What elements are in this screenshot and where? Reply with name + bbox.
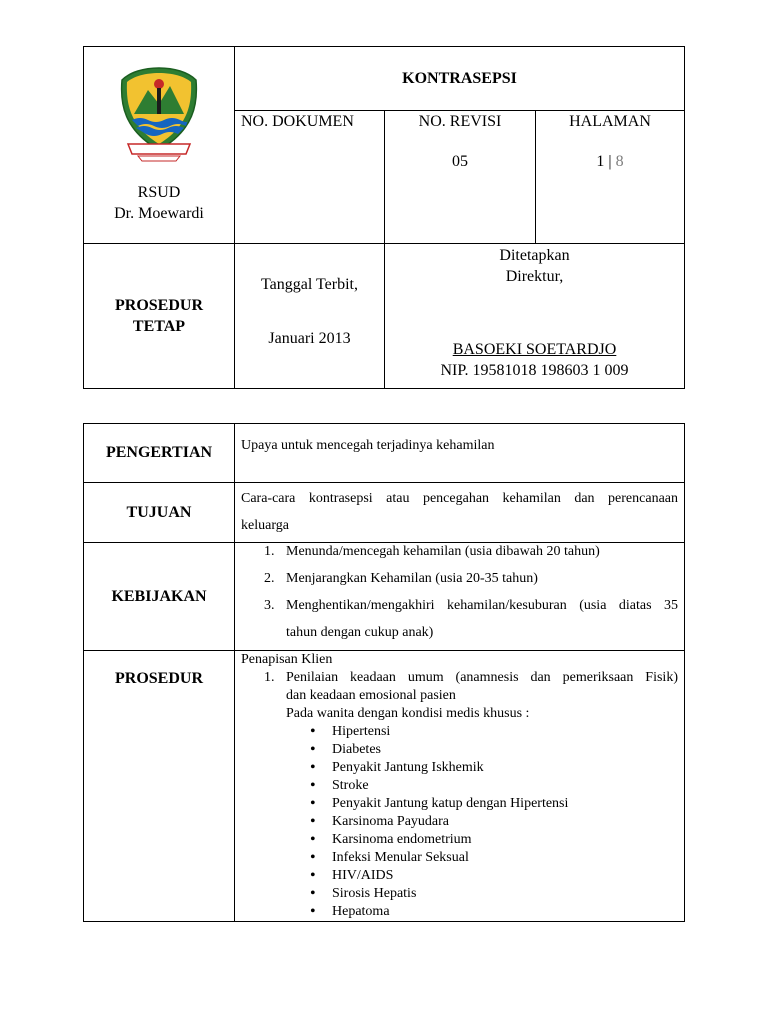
page-indicator xyxy=(536,152,684,172)
condition-item: • HIV/AIDS xyxy=(286,867,678,885)
prosedur-tetap-line2: TETAP xyxy=(132,318,186,335)
tanggal-terbit-label: Tanggal Terbit, xyxy=(261,276,358,293)
tujuan-label-cell xyxy=(84,483,235,543)
prosedur-intro: Penapisan Klien xyxy=(241,652,333,667)
halaman-label: HALAMAN xyxy=(569,113,651,130)
kebijakan-item-text: Menghentikan/mengakhiri kehamilan/kesuburan (usia diatas 35 xyxy=(286,598,678,613)
condition-item: • Stroke xyxy=(286,777,678,795)
condition-item: • Karsinoma Payudara xyxy=(286,813,678,831)
kebijakan-list-cell xyxy=(235,543,685,651)
tanggal-terbit-cell xyxy=(235,244,385,389)
kebijakan-item: 3. Menghentikan/mengakhiri kehamilan/kesuburan (usia diatas 35 xyxy=(264,598,678,613)
condition-item: • Sirosis Hepatis xyxy=(286,885,678,903)
regional-emblem-logo xyxy=(118,64,200,162)
no-revisi-cell xyxy=(385,111,536,244)
prosedur-step-line2: dan keadaan emosional pasien xyxy=(286,688,456,703)
tujuan-label: TUJUAN xyxy=(126,503,192,521)
document-title: KONTRASEPSI xyxy=(402,69,517,87)
pengertian-text: Upaya untuk mencegah terjadinya kehamilan xyxy=(241,438,495,453)
tujuan-text-line1: Cara-cara kontrasepsi atau pencegahan kehamilan dan perencanaan xyxy=(241,491,678,506)
document-header-table xyxy=(83,46,685,389)
procedure-body-table xyxy=(83,423,685,922)
institution-cell xyxy=(84,47,235,244)
pengertian-label-cell xyxy=(84,424,235,483)
no-revisi-label: NO. REVISI xyxy=(418,113,502,130)
page-current: 1 xyxy=(596,153,605,170)
kebijakan-item-text: Menunda/mencegah kehamilan (usia dibawah 20 tahun) xyxy=(286,544,600,559)
direktur-label: Direktur, xyxy=(505,268,564,285)
prosedur-step-line1: Penilaian keadaan umum (anamnesis dan pemeriksaan Fisik) xyxy=(286,670,678,685)
director-nip: NIP. 19581018 198603 1 009 xyxy=(440,362,629,379)
ditetapkan-label: Ditetapkan xyxy=(499,247,570,264)
kebijakan-item-text: Menjarangkan Kehamilan (usia 20-35 tahun) xyxy=(286,571,538,586)
tujuan-text-line2: keluarga xyxy=(241,518,289,533)
ditetapkan-cell xyxy=(385,244,685,389)
director-name: BASOEKI SOETARDJO xyxy=(452,341,617,358)
no-dokumen-cell xyxy=(235,111,385,244)
halaman-cell xyxy=(536,111,685,244)
institution-name-line2: Dr. Moewardi xyxy=(114,205,204,222)
pengertian-text-cell xyxy=(235,424,685,483)
condition-item: • Infeksi Menular Seksual xyxy=(286,849,678,867)
prosedur-tetap-cell xyxy=(84,244,235,389)
prosedur-step: 1. Penilaian keadaan umum (anamnesis dan pemeriksaan Fisik) dan keadaan emosional pasien Pada wanita dengan kondisi medis khusus : • Hipertensi • Diabetes • Penyakit Jantung Iskhemik • Stroke • Penyakit Jantung katup dengan Hipertensi • Karsinoma Payudara • Karsinoma endometrium • Infeksi Menular Seksual • HIV/AIDS • Sirosis Hepatis • Hepatoma xyxy=(241,669,678,921)
kebijakan-label-cell xyxy=(84,543,235,651)
prosedur-label: PROSEDUR xyxy=(114,670,203,687)
kebijakan-item-continuation: tahun dengan cukup anak) xyxy=(286,625,434,640)
kebijakan-item: 2. Menjarangkan Kehamilan (usia 20-35 tahun) xyxy=(264,571,538,586)
condition-item: • Diabetes xyxy=(286,741,678,759)
pengertian-label: PENGERTIAN xyxy=(105,444,213,461)
kebijakan-item: 1. Menunda/mencegah kehamilan (usia dibawah 20 tahun) xyxy=(264,544,600,559)
institution-name-line1: RSUD xyxy=(137,184,181,201)
kebijakan-label: KEBIJAKAN xyxy=(111,587,207,605)
condition-item: • Penyakit Jantung katup dengan Hipertensi xyxy=(286,795,678,813)
document-title-cell xyxy=(235,47,685,111)
prosedur-step-line3: Pada wanita dengan kondisi medis khusus : xyxy=(286,706,530,721)
prosedur-content-cell xyxy=(235,651,685,922)
condition-item: • Penyakit Jantung Iskhemik xyxy=(286,759,678,777)
medical-conditions-list xyxy=(286,723,678,921)
condition-item: • Hipertensi xyxy=(286,723,678,741)
condition-item: • Hepatoma xyxy=(286,903,678,921)
page-total: 8 xyxy=(615,153,624,170)
page-separator: | xyxy=(608,153,612,170)
no-dokumen-label: NO. DOKUMEN xyxy=(241,113,354,130)
prosedur-label-cell xyxy=(84,651,235,922)
prosedur-tetap-line1: PROSEDUR xyxy=(114,297,203,314)
condition-item: • Karsinoma endometrium xyxy=(286,831,678,849)
tanggal-terbit-value: Januari 2013 xyxy=(268,330,351,347)
no-revisi-value: 05 xyxy=(452,153,468,170)
tujuan-text-cell xyxy=(235,483,685,543)
